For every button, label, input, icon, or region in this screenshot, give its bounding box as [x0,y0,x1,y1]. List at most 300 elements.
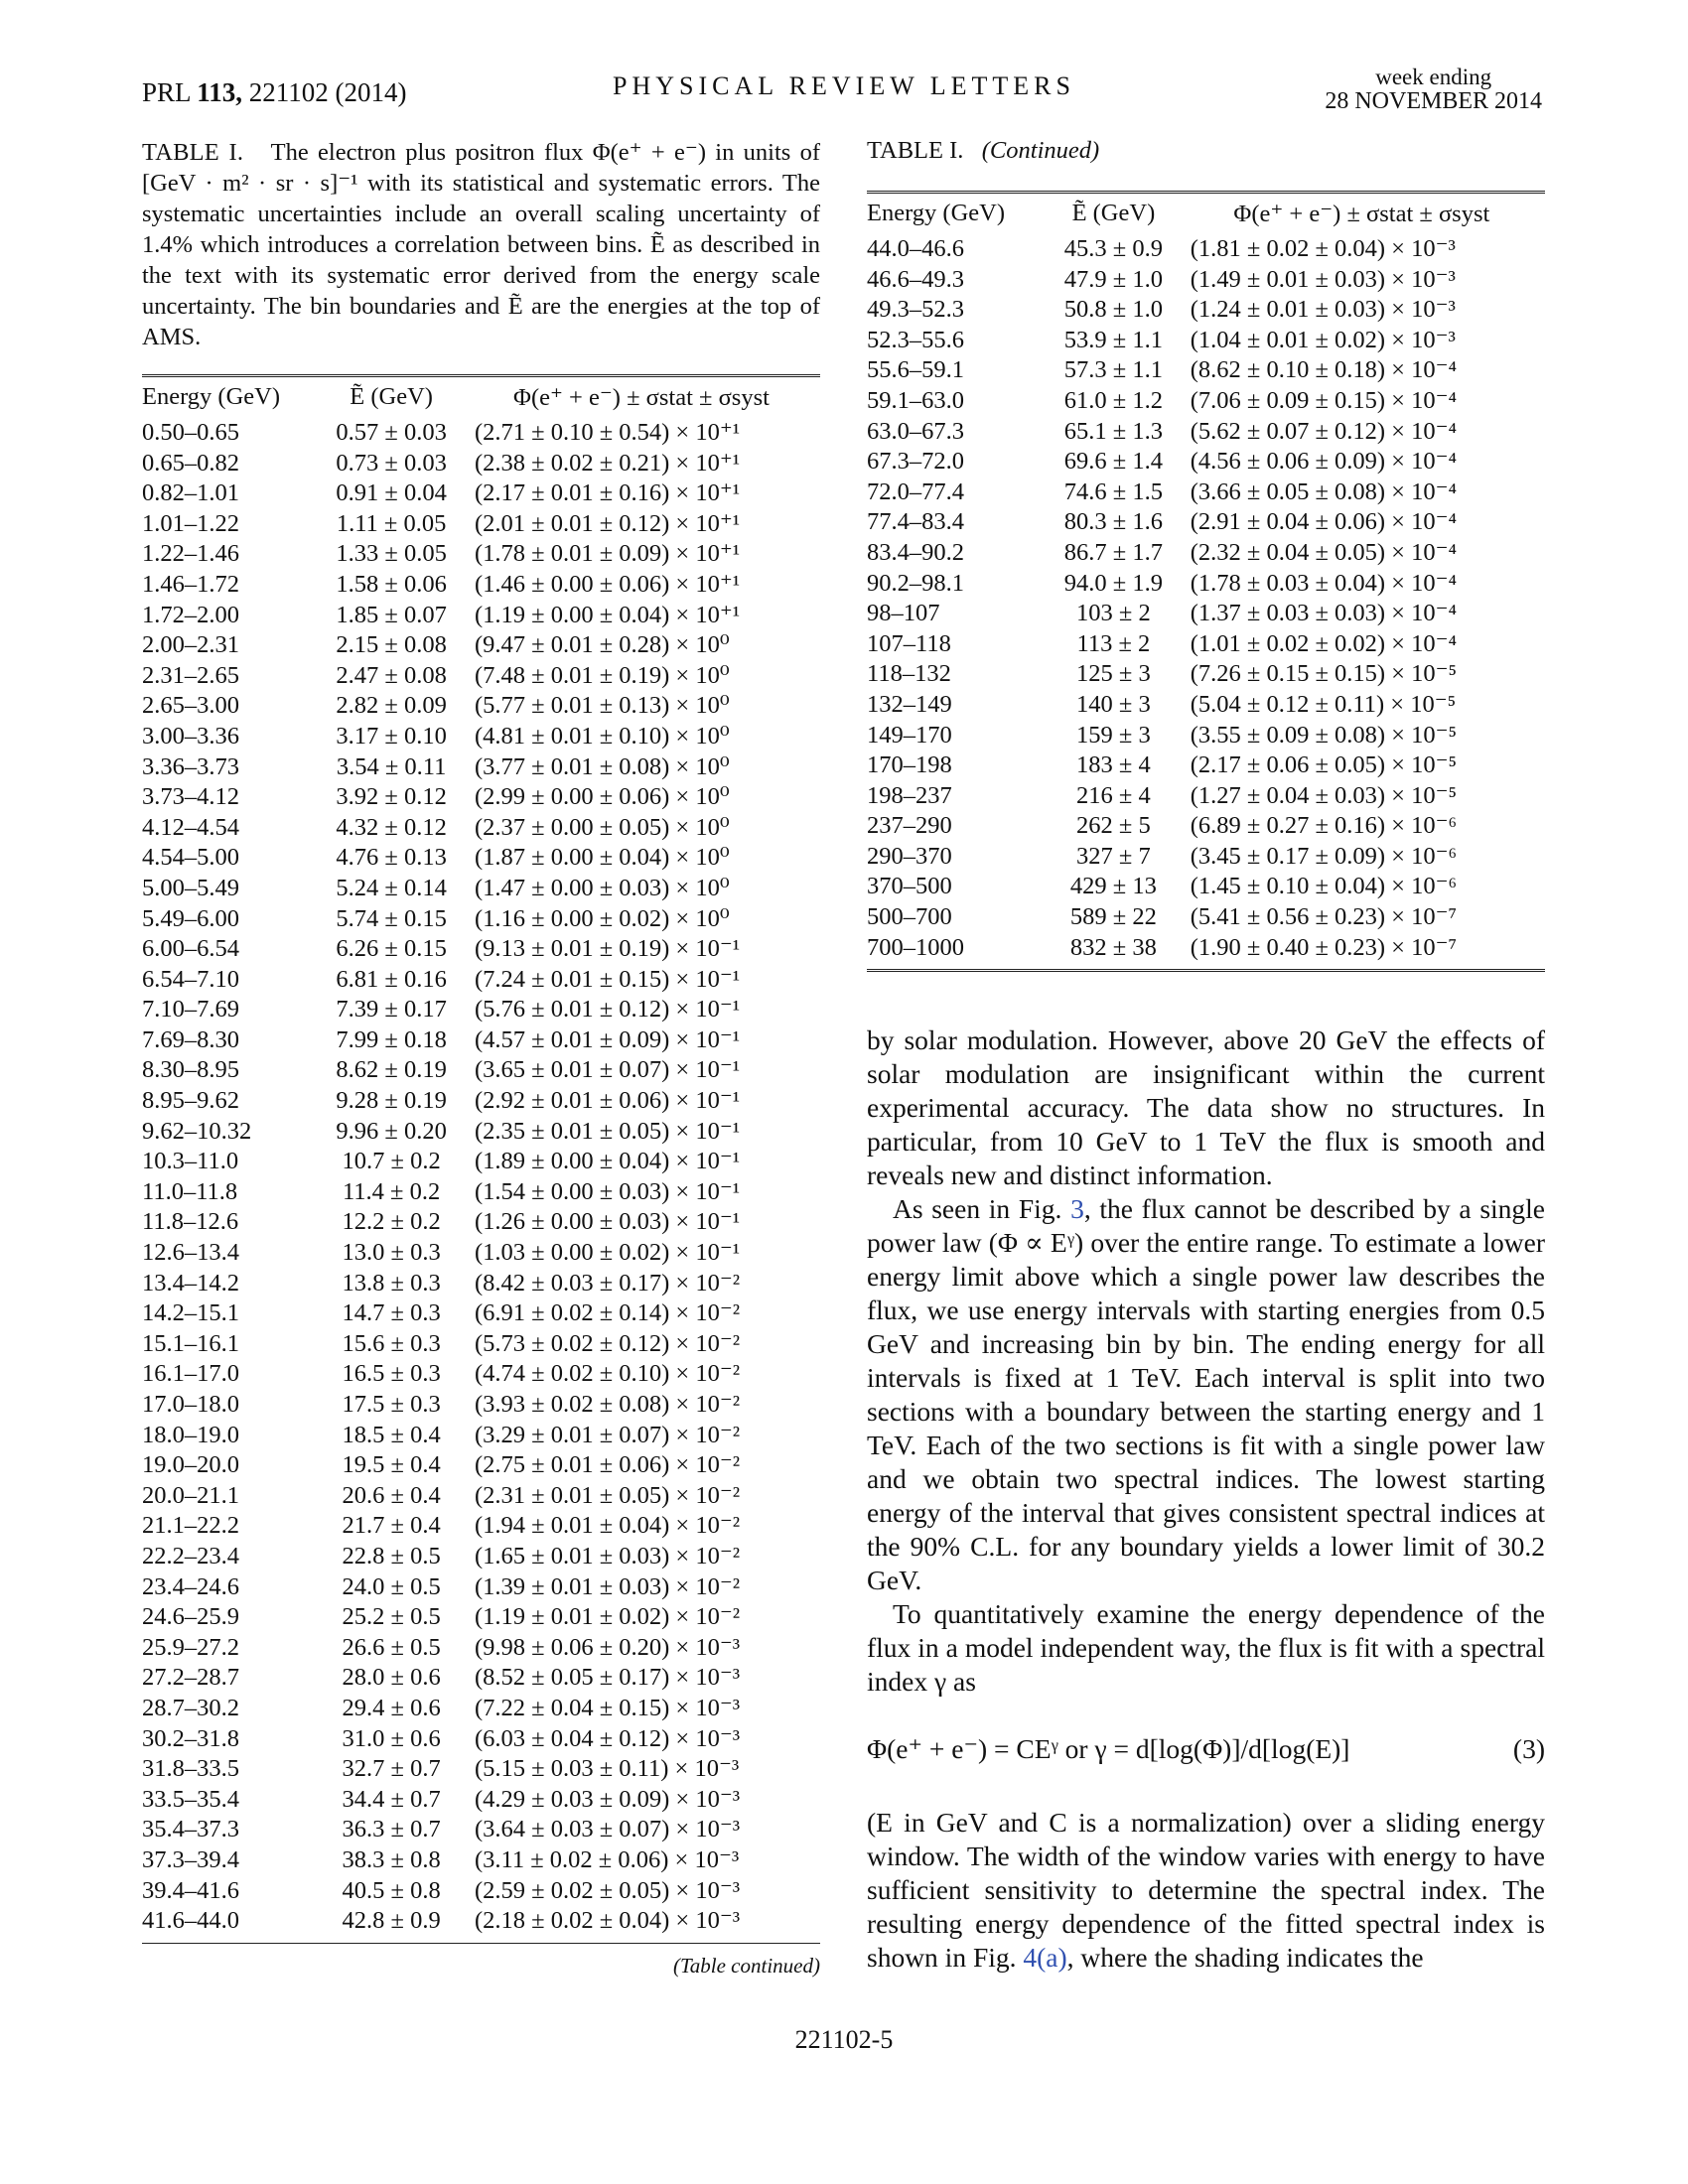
cell-flux: (1.87 ± 0.00 ± 0.04) × 10⁰ [474,844,730,872]
cell-etilde: 3.92 ± 0.12 [336,783,447,811]
cell-flux: (3.45 ± 0.17 ± 0.09) × 10⁻⁶ [1190,842,1458,870]
cell-energy: 39.4–41.6 [142,1876,239,1904]
cell-energy: 237–290 [867,812,952,840]
col-header-flux-continued: Φ(e⁺ + e⁻) ± σstat ± σsyst [1233,201,1490,227]
cell-flux: (5.76 ± 0.01 ± 0.12) × 10⁻¹ [474,996,741,1024]
cell-etilde: 28.0 ± 0.6 [342,1664,441,1692]
cell-flux: (2.75 ± 0.01 ± 0.06) × 10⁻² [474,1451,741,1479]
cell-energy: 132–149 [867,690,952,718]
cell-energy: 5.00–5.49 [142,874,239,901]
cell-energy: 13.4–14.2 [142,1269,239,1297]
paragraph-2-start: As seen in Fig. [893,1193,1071,1225]
table-row [867,234,1545,265]
cell-flux: (5.62 ± 0.07 ± 0.12) × 10⁻⁴ [1190,417,1458,445]
cell-flux: (4.56 ± 0.06 ± 0.09) × 10⁻⁴ [1190,448,1458,476]
cell-etilde: 38.3 ± 0.8 [342,1845,441,1873]
cell-flux: (4.74 ± 0.02 ± 0.10) × 10⁻² [474,1360,741,1388]
cell-flux: (8.52 ± 0.05 ± 0.17) × 10⁻³ [474,1664,741,1692]
cell-energy: 52.3–55.6 [867,326,964,353]
cell-etilde: 8.62 ± 0.19 [336,1056,447,1084]
cell-energy: 8.95–9.62 [142,1087,239,1115]
paragraph-4-rest: , where the shading indicates the [1066,1942,1424,1974]
cell-flux: (5.04 ± 0.12 ± 0.11) × 10⁻⁵ [1190,690,1457,718]
cell-flux: (3.66 ± 0.05 ± 0.08) × 10⁻⁴ [1190,478,1458,505]
table-row [142,1421,820,1451]
cell-energy: 3.00–3.36 [142,722,239,750]
cell-etilde: 36.3 ± 0.7 [342,1816,441,1843]
table-row [142,1025,820,1056]
cell-etilde: 25.2 ± 0.5 [342,1603,441,1631]
table-row [142,1572,820,1603]
table-row [142,1055,820,1086]
table-row [142,449,820,479]
cell-etilde: 1.85 ± 0.07 [336,601,447,628]
cell-flux: (3.55 ± 0.09 ± 0.08) × 10⁻⁵ [1190,721,1458,749]
cell-flux: (2.99 ± 0.00 ± 0.06) × 10⁰ [474,783,730,811]
cell-etilde: 17.5 ± 0.3 [342,1391,441,1418]
table-row [142,934,820,965]
cell-energy: 9.62–10.32 [142,1117,252,1145]
cell-flux: (1.19 ± 0.00 ± 0.04) × 10⁺¹ [474,601,741,628]
cell-etilde: 0.57 ± 0.03 [336,419,447,446]
cell-etilde: 94.0 ± 1.9 [1063,569,1163,597]
col-header-flux: Φ(e⁺ + e⁻) ± σstat ± σsyst [513,384,770,411]
cell-etilde: 832 ± 38 [1069,933,1157,961]
table-row [867,629,1545,660]
equation-number: (3) [1512,1733,1545,1765]
cell-energy: 72.0–77.4 [867,478,964,505]
table-row [142,995,820,1025]
cell-energy: 2.65–3.00 [142,692,239,720]
cell-flux: (8.62 ± 0.10 ± 0.18) × 10⁻⁴ [1190,356,1458,384]
equation-text: Φ(e⁺ + e⁻) = CEᵞ or γ = d[log(Φ)]/d[log(E)] [867,1733,1350,1765]
table-row [867,933,1545,964]
issue-date-value: 28 NOVEMBER 2014 [1325,88,1542,114]
cell-etilde: 31.0 ± 0.6 [342,1724,441,1752]
cell-etilde: 74.6 ± 1.5 [1063,478,1163,505]
cell-energy: 35.4–37.3 [142,1816,239,1843]
cell-flux: (3.11 ± 0.02 ± 0.06) × 10⁻³ [474,1845,740,1873]
page-number: 221102-5 [794,2025,894,2054]
table-row [142,904,820,935]
cell-energy: 0.82–1.01 [142,479,239,507]
table-row [867,507,1545,538]
table-row [142,539,820,570]
cell-flux: (5.41 ± 0.56 ± 0.23) × 10⁻⁷ [1190,903,1458,931]
cell-etilde: 13.8 ± 0.3 [342,1269,441,1297]
cell-etilde: 262 ± 5 [1076,812,1151,840]
cell-flux: (7.48 ± 0.01 ± 0.19) × 10⁰ [474,661,730,689]
cell-energy: 27.2–28.7 [142,1664,239,1692]
table-row [867,902,1545,933]
journal-volume: 113, [197,77,243,107]
table-row [867,538,1545,569]
cell-etilde: 61.0 ± 1.2 [1063,386,1163,414]
cell-etilde: 159 ± 3 [1076,721,1151,749]
table-row [142,630,820,661]
cell-energy: 0.65–0.82 [142,449,239,477]
col-header-etilde-continued: Ẽ (GeV) [1071,200,1156,226]
cell-flux: (1.89 ± 0.00 ± 0.04) × 10⁻¹ [474,1148,741,1175]
cell-energy: 290–370 [867,842,952,870]
cell-etilde: 20.6 ± 0.4 [342,1481,441,1509]
figure-3-link[interactable]: 3 [1070,1193,1084,1225]
cell-energy: 11.8–12.6 [142,1208,239,1236]
cell-flux: (6.91 ± 0.02 ± 0.14) × 10⁻² [474,1299,741,1327]
left-column [142,137,820,1979]
table-row [867,386,1545,417]
cell-etilde: 16.5 ± 0.3 [342,1360,441,1388]
cell-energy: 90.2–98.1 [867,569,964,597]
cell-etilde: 21.7 ± 0.4 [342,1512,441,1540]
cell-energy: 21.1–22.2 [142,1512,239,1540]
cell-etilde: 42.8 ± 0.9 [342,1907,441,1935]
journal-article: 221102 (2014) [248,77,407,107]
cell-flux: (2.59 ± 0.02 ± 0.05) × 10⁻³ [474,1876,741,1904]
cell-energy: 41.6–44.0 [142,1907,239,1935]
cell-etilde: 22.8 ± 0.5 [342,1542,441,1570]
table-row [142,1117,820,1148]
cell-flux: (1.47 ± 0.00 ± 0.03) × 10⁰ [474,874,730,901]
cell-energy: 20.0–21.1 [142,1481,239,1509]
cell-etilde: 113 ± 2 [1076,629,1151,657]
cell-flux: (1.46 ± 0.00 ± 0.06) × 10⁺¹ [474,570,741,598]
cell-etilde: 47.9 ± 1.0 [1063,265,1163,293]
cell-flux: (1.54 ± 0.00 ± 0.03) × 10⁻¹ [474,1177,741,1205]
journal-name: PRL [142,77,191,107]
col-header-etilde: Ẽ (GeV) [350,383,433,410]
cell-energy: 1.72–2.00 [142,601,239,628]
cell-flux: (3.29 ± 0.01 ± 0.07) × 10⁻² [474,1421,741,1448]
table-row [867,599,1545,629]
paragraph-2 [867,1192,1545,1597]
cell-etilde: 429 ± 13 [1069,873,1157,900]
cell-etilde: 5.24 ± 0.14 [336,874,447,901]
flux-table-left [142,377,820,1937]
cell-etilde: 0.73 ± 0.03 [336,449,447,477]
table-row [142,1207,820,1238]
cell-etilde: 1.11 ± 0.05 [336,509,447,537]
cell-energy: 28.7–30.2 [142,1694,239,1721]
cell-flux: (4.57 ± 0.01 ± 0.09) × 10⁻¹ [474,1025,741,1053]
cell-etilde: 11.4 ± 0.2 [342,1177,441,1205]
cell-etilde: 15.6 ± 0.3 [342,1329,441,1357]
cell-flux: (5.73 ± 0.02 ± 0.12) × 10⁻² [474,1329,741,1357]
table-row [142,813,820,844]
cell-flux: (4.29 ± 0.03 ± 0.09) × 10⁻³ [474,1785,741,1813]
cell-energy: 500–700 [867,903,952,931]
cell-flux: (9.13 ± 0.01 ± 0.19) × 10⁻¹ [474,935,741,963]
table-row [142,722,820,752]
cell-energy: 2.00–2.31 [142,631,239,659]
table-row [867,721,1545,751]
cell-energy: 4.12–4.54 [142,813,239,841]
table-row [867,447,1545,478]
cell-energy: 46.6–49.3 [867,265,964,293]
cell-etilde: 6.81 ± 0.16 [336,965,447,993]
equation-3 [867,1720,1545,1776]
cell-etilde: 34.4 ± 0.7 [342,1785,441,1813]
cell-etilde: 2.82 ± 0.09 [336,692,447,720]
cell-flux: (2.01 ± 0.01 ± 0.12) × 10⁺¹ [474,509,741,537]
table-row [142,1511,820,1542]
table-label: TABLE I. [142,139,244,166]
table-row [867,326,1545,356]
table-row [142,1754,820,1785]
cell-flux: (2.35 ± 0.01 ± 0.05) × 10⁻¹ [474,1117,741,1145]
table-row [867,478,1545,508]
table-row [142,1390,820,1421]
table-row [142,752,820,783]
cell-energy: 11.0–11.8 [142,1177,238,1205]
cell-energy: 77.4–83.4 [867,508,964,536]
table-row [142,874,820,904]
cell-flux: (2.37 ± 0.00 ± 0.05) × 10⁰ [474,813,730,841]
table-row [142,782,820,813]
cell-etilde: 18.5 ± 0.4 [342,1421,441,1448]
cell-energy: 370–500 [867,873,952,900]
cell-etilde: 32.7 ± 0.7 [342,1755,441,1783]
cell-energy: 14.2–15.1 [142,1299,239,1327]
cell-etilde: 86.7 ± 1.7 [1063,538,1163,566]
cell-etilde: 57.3 ± 1.1 [1063,356,1163,384]
cell-energy: 30.2–31.8 [142,1724,239,1752]
table-row [867,872,1545,902]
cell-etilde: 53.9 ± 1.1 [1063,326,1163,353]
cell-etilde: 327 ± 7 [1076,842,1151,870]
table-row [142,965,820,996]
table-row [142,1663,820,1694]
paragraph-2-rest: , the flux cannot be described by a single power law (Φ ∝ Eᵞ) over the entire range. To estimate a lower energy limit above which a single power law describes the flux, we use energy intervals with starting energies from 0.5 GeV and increasing bin by bin. The ending energy for all intervals is fixed at 1 TeV. Each interval is split into two sections with a boundary between the starting energy and 1 TeV. Each of the two sections is fit with a single power law and we obtain two spectral indices. The lowest starting energy of the interval that gives consistent spectral indices at the 90% C.L. for any boundary yields a lower limit of 30.2 GeV. [867,1193,1546,1596]
cell-flux: (9.47 ± 0.01 ± 0.28) × 10⁰ [474,631,730,659]
cell-etilde: 125 ± 3 [1076,660,1151,688]
cell-flux: (7.06 ± 0.09 ± 0.15) × 10⁻⁴ [1190,386,1458,414]
cell-energy: 0.50–0.65 [142,419,239,446]
table-row [142,843,820,874]
table-row [142,1329,820,1360]
table-row [142,1602,820,1633]
cell-etilde: 29.4 ± 0.6 [342,1694,441,1721]
table-header-row-continued [867,194,1545,234]
cell-etilde: 26.6 ± 0.5 [342,1633,441,1661]
cell-energy: 22.2–23.4 [142,1542,239,1570]
week-ending-label: week ending [1375,65,1492,89]
table-row [142,1815,820,1845]
figure-4a-link[interactable]: 4(a) [1023,1942,1067,1974]
table-row [142,1481,820,1512]
cell-etilde: 4.32 ± 0.12 [336,813,447,841]
page-header [0,66,1688,115]
cell-etilde: 10.7 ± 0.2 [342,1148,441,1175]
cell-flux: (1.90 ± 0.40 ± 0.23) × 10⁻⁷ [1190,933,1458,961]
table-caption [142,137,820,352]
cell-etilde: 24.0 ± 0.5 [342,1572,441,1600]
paragraph-4-start: (E in GeV and C is a normalization) over a sliding energy window. The width of the window varies with energy to have sufficient sensitivity to determine the spectral index. The resulting energy dependence of the fitted spectral index is shown in Fig. [867,1807,1545,1974]
cell-etilde: 0.91 ± 0.04 [336,479,447,507]
cell-flux: (2.31 ± 0.01 ± 0.05) × 10⁻² [474,1481,741,1509]
cell-etilde: 65.1 ± 1.3 [1063,417,1163,445]
cell-flux: (3.64 ± 0.03 ± 0.07) × 10⁻³ [474,1816,741,1843]
cell-etilde: 50.8 ± 1.0 [1063,296,1163,324]
cell-energy: 12.6–13.4 [142,1239,239,1267]
cell-energy: 37.3–39.4 [142,1845,239,1873]
table-row [142,509,820,540]
cell-flux: (2.71 ± 0.10 ± 0.54) × 10⁺¹ [474,419,741,446]
table-row [142,418,820,449]
table-continued-label: TABLE I. [867,137,964,164]
cell-energy: 118–132 [867,660,951,688]
cell-energy: 1.22–1.46 [142,540,239,568]
cell-energy: 67.3–72.0 [867,448,964,476]
cell-energy: 3.36–3.73 [142,752,239,780]
cell-energy: 8.30–8.95 [142,1056,239,1084]
cell-energy: 59.1–63.0 [867,386,964,414]
table-row [142,1633,820,1664]
cell-energy: 63.0–67.3 [867,417,964,445]
table-row [142,1298,820,1329]
table-row [142,1177,820,1208]
cell-energy: 7.69–8.30 [142,1025,239,1053]
cell-energy: 5.49–6.00 [142,904,239,932]
cell-etilde: 5.74 ± 0.15 [336,904,447,932]
cell-etilde: 4.76 ± 0.13 [336,844,447,872]
paragraph-3: To quantitatively examine the energy dependence of the flux in a model independent way, the flux is fit with a spectral index γ as [867,1598,1545,1698]
cell-energy: 17.0–18.0 [142,1391,239,1418]
cell-etilde: 7.99 ± 0.18 [336,1025,447,1053]
cell-energy: 149–170 [867,721,952,749]
cell-flux: (3.77 ± 0.01 ± 0.08) × 10⁰ [474,752,730,780]
cell-etilde: 1.58 ± 0.06 [336,570,447,598]
table-header-row [142,377,820,418]
cell-flux: (7.26 ± 0.15 ± 0.15) × 10⁻⁵ [1190,660,1458,688]
issue-date [1325,66,1542,113]
cell-flux: (7.24 ± 0.01 ± 0.15) × 10⁻¹ [474,965,741,993]
cell-flux: (1.27 ± 0.04 ± 0.03) × 10⁻⁵ [1190,781,1458,809]
cell-energy: 6.00–6.54 [142,935,239,963]
cell-energy: 18.0–19.0 [142,1421,239,1448]
table-row [142,691,820,722]
cell-energy: 23.4–24.6 [142,1572,239,1600]
cell-flux: (3.65 ± 0.01 ± 0.07) × 10⁻¹ [474,1056,741,1084]
cell-etilde: 3.54 ± 0.11 [336,752,447,780]
cell-energy: 7.10–7.69 [142,996,239,1024]
table-row [142,1785,820,1816]
cell-flux: (7.22 ± 0.04 ± 0.15) × 10⁻³ [474,1694,741,1721]
table-row [142,1086,820,1117]
cell-flux: (1.45 ± 0.10 ± 0.04) × 10⁻⁶ [1190,873,1458,900]
table-row [142,1845,820,1876]
cell-flux: (1.24 ± 0.01 ± 0.03) × 10⁻³ [1190,296,1456,324]
table-row [867,751,1545,781]
flux-table-right [867,194,1545,963]
cell-etilde: 40.5 ± 0.8 [342,1876,441,1904]
cell-energy: 15.1–16.1 [142,1329,239,1357]
cell-etilde: 13.0 ± 0.3 [342,1239,441,1267]
cell-etilde: 3.17 ± 0.10 [336,722,447,750]
paragraph-4 [867,1806,1545,1975]
table-row [142,478,820,509]
table-row [142,1450,820,1481]
cell-energy: 49.3–52.3 [867,296,964,324]
cell-flux: (1.04 ± 0.01 ± 0.02) × 10⁻³ [1190,326,1456,353]
cell-etilde: 103 ± 2 [1076,600,1151,627]
cell-flux: (8.42 ± 0.03 ± 0.17) × 10⁻² [474,1269,741,1297]
cell-flux: (1.01 ± 0.02 ± 0.02) × 10⁻⁴ [1190,629,1458,657]
cell-energy: 170–198 [867,751,952,779]
cell-etilde: 6.26 ± 0.15 [336,935,447,963]
table-row [142,661,820,692]
body-text [867,1024,1545,1975]
table-row [867,659,1545,690]
table-row [142,1359,820,1390]
cell-flux: (1.94 ± 0.01 ± 0.04) × 10⁻² [474,1512,741,1540]
cell-etilde: 589 ± 22 [1069,903,1157,931]
table-row [867,355,1545,386]
table-row [142,1147,820,1177]
cell-energy: 1.46–1.72 [142,570,239,598]
cell-energy: 107–118 [867,629,951,657]
cell-flux: (1.19 ± 0.01 ± 0.02) × 10⁻² [474,1603,741,1631]
table-continued-italic: (Continued) [981,137,1100,164]
table-row [142,570,820,601]
cell-energy: 2.31–2.65 [142,661,239,689]
cell-energy: 55.6–59.1 [867,356,964,384]
cell-flux: (2.38 ± 0.02 ± 0.21) × 10⁺¹ [474,449,741,477]
col-header-energy-continued: Energy (GeV) [867,200,1006,226]
table-row [867,811,1545,842]
paragraph-1: by solar modulation. However, above 20 GeV the effects of solar modulation are insignificant within the current experimental accuracy. The data show no structures. In particular, from 10 GeV to 1 TeV the flux is smooth and reveals new and distinct information. [867,1024,1545,1191]
table-continued-title [867,137,1545,165]
table-row [867,417,1545,448]
cell-energy: 1.01–1.22 [142,509,239,537]
table-row [867,781,1545,812]
table-bottom-rule [142,1943,820,1944]
cell-etilde: 45.3 ± 0.9 [1063,235,1163,262]
cell-flux: (9.98 ± 0.06 ± 0.20) × 10⁻³ [474,1633,741,1661]
cell-etilde: 80.3 ± 1.6 [1063,508,1163,536]
cell-flux: (6.03 ± 0.04 ± 0.12) × 10⁻³ [474,1724,741,1752]
table-row [867,569,1545,600]
table-row [142,1876,820,1907]
cell-flux: (4.81 ± 0.01 ± 0.10) × 10⁰ [474,722,730,750]
cell-flux: (1.39 ± 0.01 ± 0.03) × 10⁻² [474,1572,741,1600]
cell-energy: 25.9–27.2 [142,1633,239,1661]
cell-flux: (1.65 ± 0.01 ± 0.03) × 10⁻² [474,1542,741,1570]
cell-energy: 4.54–5.00 [142,844,239,872]
table-row [142,1269,820,1299]
cell-energy: 31.8–33.5 [142,1755,239,1783]
cell-energy: 83.4–90.2 [867,538,964,566]
cell-energy: 10.3–11.0 [142,1148,239,1175]
cell-flux: (2.91 ± 0.04 ± 0.06) × 10⁻⁴ [1190,508,1458,536]
cell-flux: (1.78 ± 0.01 ± 0.09) × 10⁺¹ [474,540,741,568]
cell-flux: (1.03 ± 0.00 ± 0.02) × 10⁻¹ [474,1239,741,1267]
table-continued-note: (Table continued) [673,1953,820,1978]
cell-etilde: 9.28 ± 0.19 [336,1087,447,1115]
cell-flux: (1.26 ± 0.00 ± 0.03) × 10⁻¹ [474,1208,741,1236]
cell-etilde: 14.7 ± 0.3 [342,1299,441,1327]
table-row [142,601,820,631]
table-caption-text: The electron plus positron flux Φ(e⁺ + e⁻) in units of [GeV · m² · sr · s]⁻¹ with its statistical and systematic errors. The systematic uncertainties include an overall scaling uncertainty of 1.4% which introduces a correlation between bins. Ẽ as described in the text with its systematic error derived from the energy scale uncertainty. The bin boundaries and Ẽ are the energies at the top of AMS. [142,139,820,350]
cell-etilde: 12.2 ± 0.2 [342,1208,441,1236]
table-body-right [867,234,1545,963]
cell-energy: 19.0–20.0 [142,1451,239,1479]
table-row [867,295,1545,326]
cell-energy: 700–1000 [867,933,964,961]
cell-energy: 98–107 [867,600,940,627]
table-row [142,1238,820,1269]
cell-flux: (1.37 ± 0.03 ± 0.03) × 10⁻⁴ [1190,600,1458,627]
